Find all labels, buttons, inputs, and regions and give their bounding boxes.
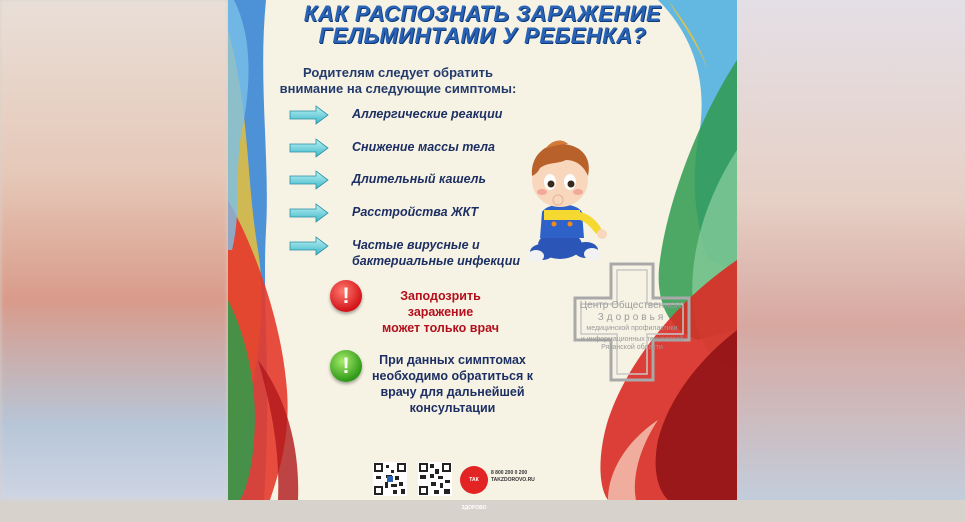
symptom-label: Аллергические реакции bbox=[352, 107, 503, 121]
warning-line1: Заподозрить заражение bbox=[400, 289, 481, 319]
logo-line2: Здоровья bbox=[597, 312, 667, 323]
logo-line3: медицинской профилактики bbox=[586, 325, 678, 332]
info-icon: ! bbox=[330, 350, 362, 382]
arrow-icon bbox=[290, 204, 330, 222]
symptom-label bbox=[352, 237, 520, 269]
symptom-label: Расстройства ЖКТ bbox=[352, 205, 479, 219]
intro-text bbox=[268, 65, 528, 97]
poster-title-line1: КАК РАСПОЗНАТЬ ЗАРАЖЕНИЕ bbox=[303, 1, 662, 26]
symptom-label-line2: бактериальные инфекции bbox=[352, 254, 521, 268]
symptom-row bbox=[290, 171, 540, 203]
blurred-background-left bbox=[0, 0, 228, 500]
symptom-label-line1: Частые вирусные и bbox=[352, 238, 480, 252]
intro-line2: внимание на следующие симптомы: bbox=[279, 81, 517, 96]
advice-line1: При данных симптомах bbox=[379, 353, 526, 367]
takzdorovo-badge: ТАК ЗДОРОВО bbox=[460, 466, 488, 494]
warning-icon: ! bbox=[330, 280, 362, 312]
logo-line5: Рязанской области bbox=[601, 344, 663, 351]
advice-text bbox=[370, 352, 535, 416]
symptom-row bbox=[290, 139, 540, 171]
advice-line2: необходимо обратиться к bbox=[372, 369, 533, 383]
poster-title-line2: ГЕЛЬМИНТАМИ У РЕБЕНКА? bbox=[318, 23, 647, 48]
qr-code-icon[interactable] bbox=[373, 462, 407, 496]
symptom-label: Снижение массы тела bbox=[352, 140, 496, 154]
child-illustration bbox=[518, 140, 618, 270]
site-link[interactable]: TAKZDOROVO.RU bbox=[491, 477, 535, 483]
blurred-background-right bbox=[737, 0, 965, 500]
advice-line4: консультации bbox=[409, 401, 496, 415]
logo-line4: и информационных технологий bbox=[580, 336, 684, 343]
symptom-row bbox=[290, 106, 540, 138]
symptom-label: Длительный кашель bbox=[352, 172, 486, 186]
arrow-icon bbox=[290, 106, 330, 124]
logo-line1: Центр Общественного bbox=[579, 300, 685, 311]
arrow-icon bbox=[290, 171, 330, 189]
contact-info bbox=[491, 470, 535, 484]
poster bbox=[228, 0, 737, 511]
qr-code-icon[interactable] bbox=[418, 462, 452, 496]
intro-line1: Родителям следует обратить bbox=[303, 65, 493, 80]
arrow-icon bbox=[290, 139, 330, 157]
advice-line3: врачу для дальнейшей bbox=[380, 385, 525, 399]
symptom-row bbox=[290, 204, 540, 236]
symptom-row bbox=[290, 237, 540, 273]
arrow-icon bbox=[290, 237, 330, 255]
health-center-logo bbox=[573, 262, 691, 382]
phone-number: 8 800 200 0 200 bbox=[491, 470, 528, 476]
warning-text bbox=[373, 288, 508, 336]
warning-line2: может только врач bbox=[382, 321, 499, 335]
